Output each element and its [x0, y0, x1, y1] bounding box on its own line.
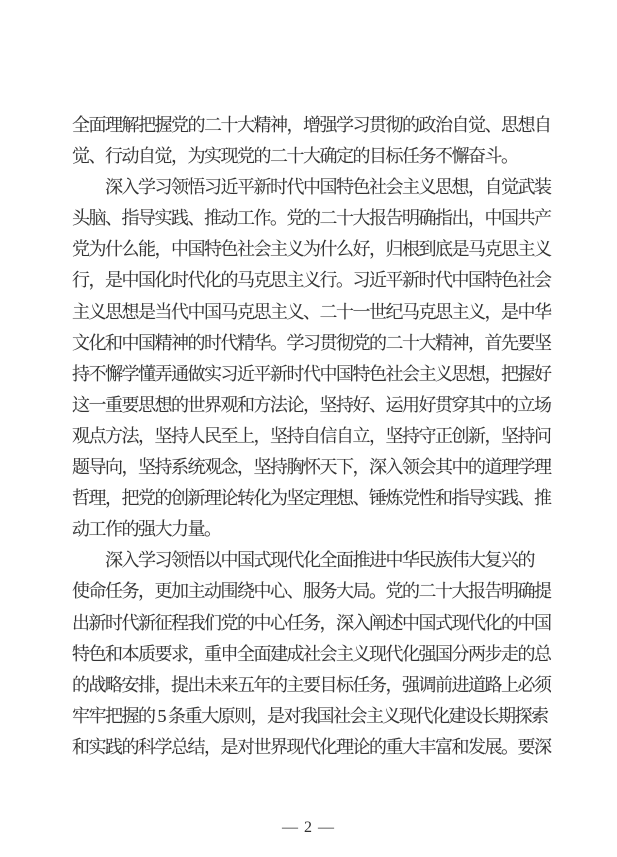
text-line: 行，是中国化时代化的马克思主义行。习近平新时代中国特色社会 [72, 270, 551, 291]
text-line: 深入学习领悟以中国式现代化全面推进中华民族伟大复兴的 [72, 550, 534, 571]
text-line: 文化和中国精神的时代精华。学习贯彻党的二十大精神，首先要坚 [72, 332, 551, 353]
text-line: 头脑、指导实践、推动工作。党的二十大报告明确指出，中国共产 [72, 208, 551, 229]
text-block [72, 110, 554, 763]
text-line: 持不懈学懂弄通做实习近平新时代中国特色社会主义思想，把握好 [72, 363, 551, 384]
text-line: 观点方法，坚持人民至上，坚持自信自立，坚持守正创新，坚持问 [72, 425, 551, 446]
page-number: — 2 — [282, 819, 335, 836]
text-line: 牢牢把握的 5 条重大原则，是对我国社会主义现代化建设长期探索 [72, 705, 548, 726]
text-line: 和实践的科学总结，是对世界现代化理论的重大丰富和发展。要深 [72, 736, 551, 757]
text-line: 哲理，把党的创新理论转化为坚定理想、锤炼党性和指导实践、推 [72, 488, 551, 509]
text-line: 党为什么能，中国特色社会主义为什么好，归根到底是马克思主义 [72, 239, 551, 260]
text-line: 使命任务，更加主动围绕中心、服务大局。党的二十大报告明确提 [72, 581, 551, 602]
text-line: 特色和本质要求，重申全面建成社会主义现代化强国分两步走的总 [72, 643, 551, 664]
text-line: 出新时代新征程我们党的中心任务，深入阐述中国式现代化的中国 [72, 612, 551, 633]
text-line: 动工作的强大力量。 [72, 519, 221, 540]
text-line: 这一重要思想的世界观和方法论，坚持好、运用好贯穿其中的立场 [72, 394, 551, 415]
text-line: 题导向，坚持系统观念，坚持胸怀天下，深入领会其中的道理学理 [72, 457, 551, 478]
text-line: 觉、行动自觉，为实现党的二十大确定的目标任务不懈奋斗。 [72, 146, 518, 167]
text-line: 的战略安排，提出未来五年的主要目标任务，强调前进道路上必须 [72, 674, 551, 695]
text-line: 全面理解把握党的二十大精神，增强学习贯彻的政治自觉、思想自 [72, 115, 551, 135]
text-line: 深入学习领悟习近平新时代中国特色社会主义思想，自觉武装 [72, 177, 551, 198]
text-line: 主义思想是当代中国马克思主义、二十一世纪马克思主义，是中华 [72, 301, 551, 322]
